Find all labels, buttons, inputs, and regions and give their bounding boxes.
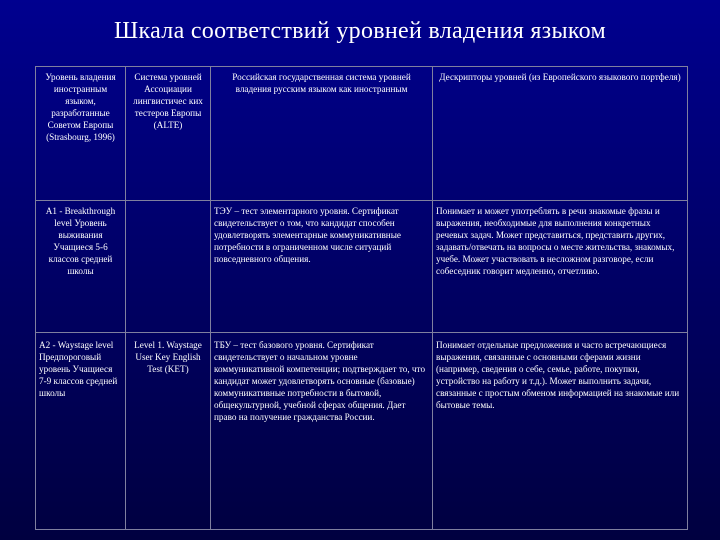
cell-level: A1 - Breakthrough level Уровень выживания Учащиеся 5-6 классов средней школы — [36, 201, 126, 333]
cell-russian-system: ТБУ – тест базового уровня. Сертификат свидетельствует о начальном уровне коммуникативной компетенции; подтверждает то, что кандидат может удовлетворять основные (базовые) коммуникативные потребности в бытовой, общекультурной, учебной сферах общения. Дает право на получение гражданства России. — [211, 333, 433, 530]
level-correspondence-table — [35, 66, 688, 530]
page-title: Шкала соответствий уровней владения языком — [114, 18, 606, 44]
cell-alte — [126, 201, 211, 333]
table-row — [36, 201, 688, 333]
cell-alte: Level 1. Waystage User Key English Test (KET) — [126, 333, 211, 530]
table-header-row — [36, 67, 688, 201]
cell-russian-system: ТЭУ – тест элементарного уровня. Сертификат свидетельствует о том, что кандидат способен удовлетворять элементарные коммуникативные потребности в ограниченном числе ситуаций повседневного общения. — [211, 201, 433, 333]
header-descriptors: Дескрипторы уровней (из Европейского языкового портфеля) — [433, 67, 688, 201]
cell-descriptor: Понимает и может употреблять в речи знакомые фразы и выражения, необходимые для выполнения конкретных речевых задач. Может представиться, представить других, задавать/отвечать на вопросы о месте жительства, знакомых, учебе. Может участвовать в несложном разговоре, если собеседник говорит медленно, отчетливо. — [433, 201, 688, 333]
table-row — [36, 333, 688, 530]
cell-descriptor: Понимает отдельные предложения и часто встречающиеся выражения, связанные с основными сферами жизни (например, сведения о себе, семье, работе, покупки, устройство на работу и т.д.). Может выполнить задачи, связанные с простым обменом информацией на знакомые или бытовые темы. — [433, 333, 688, 530]
header-alte-system: Система уровней Ассоциации лингвистичес ких тестеров Европы (ALTE) — [126, 67, 211, 201]
header-russian-system: Российская государственная система уровней владения русским языком как иностранным — [211, 67, 433, 201]
cell-level: A2 - Waystage level Предпороговый уровень Учащиеся 7-9 классов средней школы — [36, 333, 126, 530]
header-coe-levels: Уровень владения иностранным языком, разработанные Советом Европы (Strasbourg, 1996) — [36, 67, 126, 201]
